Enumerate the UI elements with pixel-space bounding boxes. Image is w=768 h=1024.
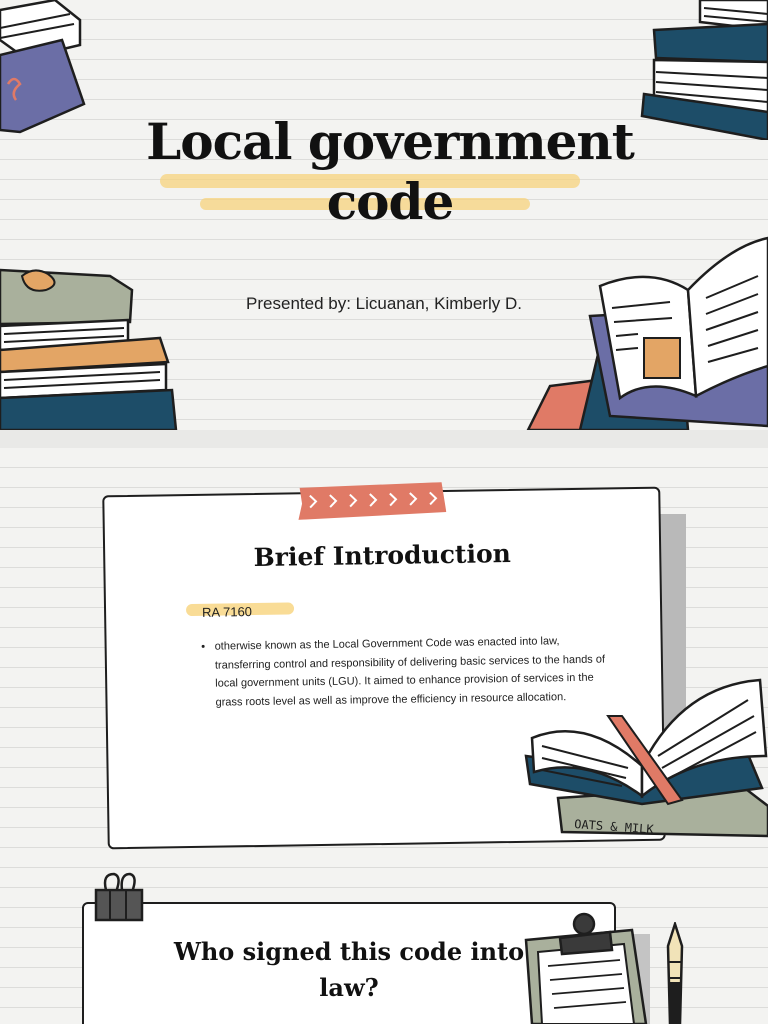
title-line: code	[326, 172, 454, 231]
binder-clip-icon	[92, 872, 148, 924]
presenter-text: Presented by: Licuanan, Kimberly D.	[246, 294, 522, 313]
title-line: Who signed this code into	[173, 937, 525, 966]
open-book-icon	[520, 226, 768, 430]
clipboard-icon	[520, 910, 650, 1024]
ra-label: RA 7160	[201, 604, 253, 620]
title-line: Local government	[146, 112, 634, 171]
card-title: Brief Introduction	[253, 538, 512, 573]
open-book-icon	[522, 676, 768, 852]
title-slide	[0, 0, 768, 430]
title-line: law?	[319, 973, 379, 1002]
pen-icon	[660, 922, 690, 1024]
stacked-books-icon	[0, 250, 180, 430]
page-title	[100, 112, 680, 232]
list-item: • otherwise known as the Local Government Code was enacted into law, transferring control and responsibility of delivering basic services to the hands of local government units (LGU). It aimed to enhance provision of services in the grass roots level as well as improve the efficiency in resource allocation.	[215, 631, 616, 711]
book-label: OATS & MILK	[573, 817, 655, 837]
stacked-books-icon	[0, 0, 90, 140]
content-slide	[0, 448, 768, 1024]
washi-tape	[296, 482, 447, 520]
